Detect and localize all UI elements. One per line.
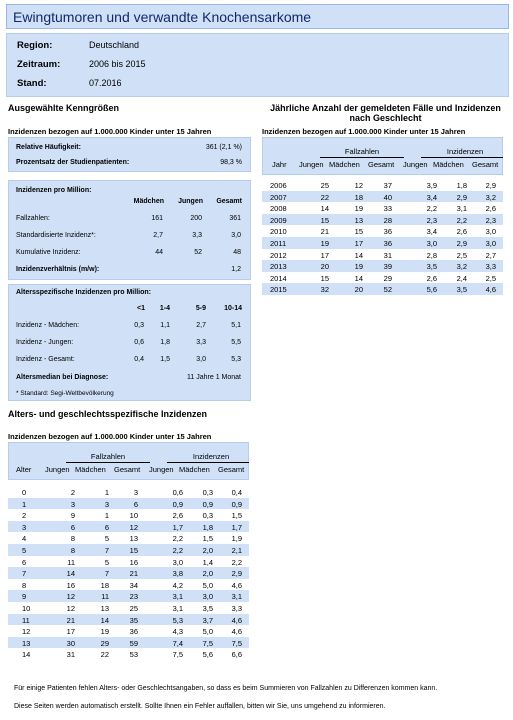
table-cell: 19 [320, 239, 329, 248]
table-cell: 0,9 [172, 499, 183, 509]
table-cell: 18 [100, 580, 109, 590]
table-cell: 2,9 [456, 192, 467, 202]
table-cell: 0,9 [231, 499, 242, 509]
table-row [8, 521, 249, 533]
table-cell: 14 [66, 569, 75, 579]
table-cell: 3,0 [485, 239, 496, 248]
table-cell: 9 [70, 511, 75, 521]
table-cell: 12 [129, 522, 138, 532]
table-row [262, 260, 503, 272]
table-cell: 2,3 [426, 215, 437, 225]
table-cell: 1 [104, 488, 109, 497]
age-table-header: Fallzahlen Inzidenzen Alter Jungen Mädchen Gesamt Jungen Mädchen Gesamt [8, 442, 249, 480]
row-label: 1 [22, 499, 27, 509]
table-cell: 2,6 [456, 227, 467, 237]
table-cell: 3 [133, 488, 138, 497]
table-cell: 30 [66, 638, 75, 648]
table-cell: 1,8 [202, 522, 213, 532]
table-cell: 22 [100, 650, 109, 660]
table-cell: 1,9 [231, 534, 242, 544]
row-label: 2010 [270, 227, 287, 237]
table-cell: 2,3 [485, 215, 496, 225]
table-cell: 7 [104, 569, 109, 579]
table-cell: 3,8 [172, 569, 183, 579]
table-cell: 7 [104, 546, 109, 555]
table-cell: 2,6 [485, 204, 496, 214]
table-cell: 4,6 [231, 580, 242, 590]
table-cell: 19 [100, 627, 109, 637]
table-row [8, 579, 249, 591]
col-boys: Jungen [178, 198, 203, 205]
table-cell: 3,5 [426, 262, 437, 272]
table-cell: 23 [129, 592, 138, 602]
table-cell: 28 [383, 215, 392, 225]
table-row [262, 249, 503, 261]
table-cell: 3,1 [172, 604, 183, 613]
table-cell: 31 [383, 250, 392, 260]
table-cell: 3 [104, 499, 109, 509]
table-cell: 32 [320, 285, 329, 295]
row-label: 4 [22, 534, 27, 544]
table-cell: 3,0 [485, 227, 496, 237]
table-cell: 17 [354, 239, 363, 248]
row-label: 9 [22, 592, 27, 602]
table-cell: 2,7 [485, 250, 496, 260]
table-row [8, 498, 249, 510]
table-cell: 3,1 [231, 592, 242, 602]
table-cell: 4,6 [485, 285, 496, 295]
row-label: 2015 [270, 285, 287, 295]
table-cell: 34 [129, 580, 138, 590]
table-cell: 2,6 [426, 273, 437, 283]
row-label: 8 [22, 580, 27, 590]
table-cell: 39 [383, 262, 392, 272]
table-cell: 12 [354, 181, 363, 190]
table-cell: 1,7 [172, 522, 183, 532]
table-cell: 2,5 [456, 250, 467, 260]
table-cell: 36 [383, 239, 392, 248]
table-cell: 3,2 [456, 262, 467, 272]
table-cell: 16 [66, 580, 75, 590]
row-label: 13 [22, 638, 31, 648]
table-cell: 0,9 [202, 499, 213, 509]
table-row [8, 486, 249, 498]
table-cell: 1 [104, 511, 109, 521]
row-label: 14 [22, 650, 31, 660]
table-cell: 5,6 [426, 285, 437, 295]
table-cell: 33 [383, 204, 392, 214]
row-label: 2008 [270, 204, 287, 214]
table-cell: 6 [70, 522, 75, 532]
row-label: 2007 [270, 192, 287, 202]
table-row [262, 225, 503, 237]
table-cell: 3,7 [202, 615, 213, 625]
table-cell: 22 [320, 192, 329, 202]
row-label: 12 [22, 627, 31, 637]
page-title: Ewingtumoren und verwandte Knochensarkome [6, 4, 509, 29]
table-cell: 16 [129, 557, 138, 567]
table-cell: 20 [354, 285, 363, 295]
table-row [262, 283, 503, 295]
frequency-box: Relative Häufigkeit: 361 (2,1 %) Prozentsatz der Studienpatienten: 98,3 % [8, 137, 251, 172]
annual-heading: Jährliche Anzahl der gemeldeten Fälle und Inzidenzen nach Geschlecht [270, 103, 501, 123]
table-row [8, 567, 249, 579]
table-row [8, 509, 249, 521]
table-cell: 8 [70, 534, 75, 544]
table-cell: 2,1 [231, 546, 242, 555]
table-cell: 3,3 [485, 262, 496, 272]
col-total: Gesamt [216, 198, 242, 205]
table-row [262, 272, 503, 284]
report-meta: Region: Deutschland Zeitraum: 2006 bis 2015 Stand: 07.2016 [6, 33, 509, 97]
table-cell: 3,4 [426, 227, 437, 237]
table-cell: 0,3 [202, 511, 213, 521]
annual-table-body [262, 179, 503, 299]
table-cell: 2,9 [231, 569, 242, 579]
table-cell: 15 [354, 227, 363, 237]
table-cell: 4,2 [172, 580, 183, 590]
table-cell: 3,5 [456, 285, 467, 295]
table-cell: 13 [354, 215, 363, 225]
row-label: 2014 [270, 273, 287, 283]
table-cell: 40 [383, 192, 392, 202]
age-table-body [8, 486, 249, 666]
table-cell: 25 [129, 604, 138, 613]
table-cell: 2,2 [172, 546, 183, 555]
table-cell: 4,6 [231, 615, 242, 625]
table-cell: 6 [133, 499, 138, 509]
table-cell: 2,0 [202, 546, 213, 555]
table-cell: 1,7 [231, 522, 242, 532]
table-cell: 3,9 [426, 181, 437, 190]
table-cell: 3,0 [172, 557, 183, 567]
table-row [262, 214, 503, 226]
annual-table-header: Fallzahlen Inzidenzen Jahr Jungen Mädchen Gesamt Jungen Mädchen Gesamt [262, 137, 503, 175]
key-figures-heading: Ausgewählte Kenngrößen [8, 103, 120, 113]
table-cell: 14 [354, 273, 363, 283]
table-cell: 3 [70, 499, 75, 509]
table-cell: 12 [66, 592, 75, 602]
table-row [8, 556, 249, 568]
table-cell: 10 [129, 511, 138, 521]
table-cell: 2,0 [202, 569, 213, 579]
row-label: 5 [22, 546, 27, 555]
table-cell: 6 [104, 522, 109, 532]
table-cell: 2,6 [172, 511, 183, 521]
table-cell: 17 [320, 250, 329, 260]
table-row [262, 237, 503, 249]
table-cell: 7,5 [172, 650, 183, 660]
age-sex-subheading: Inzidenzen bezogen auf 1.000.000 Kinder unter 15 Jahren [8, 432, 212, 441]
table-cell: 2 [70, 488, 75, 497]
row-label: 7 [22, 569, 27, 579]
row-label: 11 [22, 615, 30, 625]
table-cell: 1,8 [456, 181, 467, 190]
table-cell: 19 [354, 262, 363, 272]
table-row [8, 590, 249, 602]
table-cell: 2,2 [231, 557, 242, 567]
table-cell: 1,5 [231, 511, 242, 521]
table-row [8, 532, 249, 544]
table-cell: 53 [129, 650, 138, 660]
table-cell: 2,2 [456, 215, 467, 225]
table-cell: 7,5 [231, 638, 242, 648]
table-row [8, 602, 249, 614]
table-cell: 5,6 [202, 650, 213, 660]
table-cell: 15 [320, 215, 329, 225]
table-cell: 20 [320, 262, 329, 272]
table-cell: 25 [320, 181, 329, 190]
table-cell: 6,6 [231, 650, 242, 660]
table-cell: 12 [66, 604, 75, 613]
table-cell: 2,8 [426, 250, 437, 260]
table-cell: 36 [383, 227, 392, 237]
table-cell: 3,0 [426, 239, 437, 248]
table-cell: 2,5 [485, 273, 496, 283]
table-cell: 2,9 [456, 239, 467, 248]
row-label: 6 [22, 557, 27, 567]
row-label: 3 [22, 522, 27, 532]
table-row [8, 614, 249, 626]
table-cell: 21 [320, 227, 329, 237]
table-cell: 14 [320, 204, 329, 214]
table-cell: 2,2 [172, 534, 183, 544]
row-label: 2006 [270, 181, 287, 190]
table-cell: 2,2 [426, 204, 437, 214]
table-cell: 11 [67, 557, 75, 567]
table-cell: 5 [104, 534, 109, 544]
table-cell: 36 [129, 627, 138, 637]
table-cell: 35 [129, 615, 138, 625]
table-cell: 0,6 [172, 488, 183, 497]
table-cell: 37 [383, 181, 392, 190]
table-cell: 1,4 [202, 557, 213, 567]
table-cell: 14 [354, 250, 363, 260]
age-specific-box: Altersspezifische Inzidenzen pro Million: <1 1-4 5-9 10-14 Inzidenz - Mädchen: 0,3 1,1 2,7 5,1 Inzidenz - Jungen: 0,6 1,8 3,3 5,5 Inzidenz - Gesamt: 0,4 1,5 3,0 5,3 Altersmedian bei Diagnose: 11 Jahre 1 Monat * Standard: Segi-Weltbevölkerung [8, 284, 251, 401]
table-row [262, 179, 503, 191]
table-cell: 8 [70, 546, 75, 555]
table-cell: 5,3 [172, 615, 183, 625]
key-figures-subheading: Inzidenzen bezogen auf 1.000.000 Kinder unter 15 Jahren [8, 127, 212, 136]
incidence-per-million-box: Inzidenzen pro Million: Mädchen Jungen Gesamt Fallzahlen: 161 200 361 Standardisierte Inzidenz*: 2,7 3,3 3,0 Kumulative Inzidenz: 44 52 48 Inzidenzverhältnis (m/w): 1,2 [8, 180, 251, 280]
table-cell: 3,0 [202, 592, 213, 602]
footer-note-auto: Diese Seiten werden automatisch erstellt. Sollte Ihnen ein Fehler auffallen, bitten wir Sie, uns umgehend zu informieren. [14, 703, 386, 710]
table-row [8, 544, 249, 556]
table-cell: 3,1 [172, 592, 183, 602]
table-cell: 4,3 [172, 627, 183, 637]
table-cell: 3,1 [456, 204, 467, 214]
table-cell: 3,4 [426, 192, 437, 202]
table-cell: 5 [104, 557, 109, 567]
table-cell: 13 [129, 534, 138, 544]
table-row [8, 648, 249, 660]
table-cell: 29 [383, 273, 392, 283]
table-row [8, 637, 249, 649]
row-label: 2 [22, 511, 27, 521]
table-cell: 17 [66, 627, 75, 637]
row-label: 2011 [270, 239, 287, 248]
table-cell: 3,3 [231, 604, 242, 613]
table-cell: 59 [129, 638, 138, 648]
table-cell: 1,5 [202, 534, 213, 544]
table-cell: 4,6 [231, 627, 242, 637]
table-cell: 13 [100, 604, 109, 613]
table-cell: 5,0 [202, 627, 213, 637]
footer-note-missing: Für einige Patienten fehlen Alters- oder Geschlechtsangaben, so dass es beim Summieren von Fallzahlen zu Differenzen kommen kann. [14, 685, 438, 692]
table-cell: 19 [354, 204, 363, 214]
table-row [262, 202, 503, 214]
table-cell: 0,4 [231, 488, 242, 497]
table-cell: 7,5 [202, 638, 213, 648]
table-cell: 2,4 [456, 273, 467, 283]
table-cell: 0,3 [202, 488, 213, 497]
annual-subheading: Inzidenzen bezogen auf 1.000.000 Kinder unter 15 Jahren [262, 127, 466, 136]
table-row [8, 625, 249, 637]
table-row [262, 191, 503, 203]
table-cell: 18 [354, 192, 363, 202]
row-label: 2012 [270, 250, 287, 260]
table-cell: 15 [129, 546, 138, 555]
table-cell: 7,4 [172, 638, 183, 648]
row-label: 2009 [270, 215, 287, 225]
row-label: 0 [22, 488, 27, 497]
row-label: 10 [22, 604, 31, 613]
table-cell: 52 [383, 285, 392, 295]
table-cell: 11 [101, 592, 109, 602]
row-label: 2013 [270, 262, 287, 272]
table-cell: 21 [129, 569, 138, 579]
table-cell: 29 [100, 638, 109, 648]
col-girls: Mädchen [133, 198, 164, 205]
table-cell: 15 [320, 273, 329, 283]
table-cell: 2,9 [485, 181, 496, 190]
table-cell: 14 [100, 615, 109, 625]
table-cell: 3,5 [202, 604, 213, 613]
table-cell: 21 [66, 615, 75, 625]
table-cell: 31 [66, 650, 75, 660]
age-sex-heading: Alters- und geschlechtsspezifische Inzidenzen [8, 409, 208, 419]
table-cell: 3,2 [485, 192, 496, 202]
table-cell: 5,0 [202, 580, 213, 590]
